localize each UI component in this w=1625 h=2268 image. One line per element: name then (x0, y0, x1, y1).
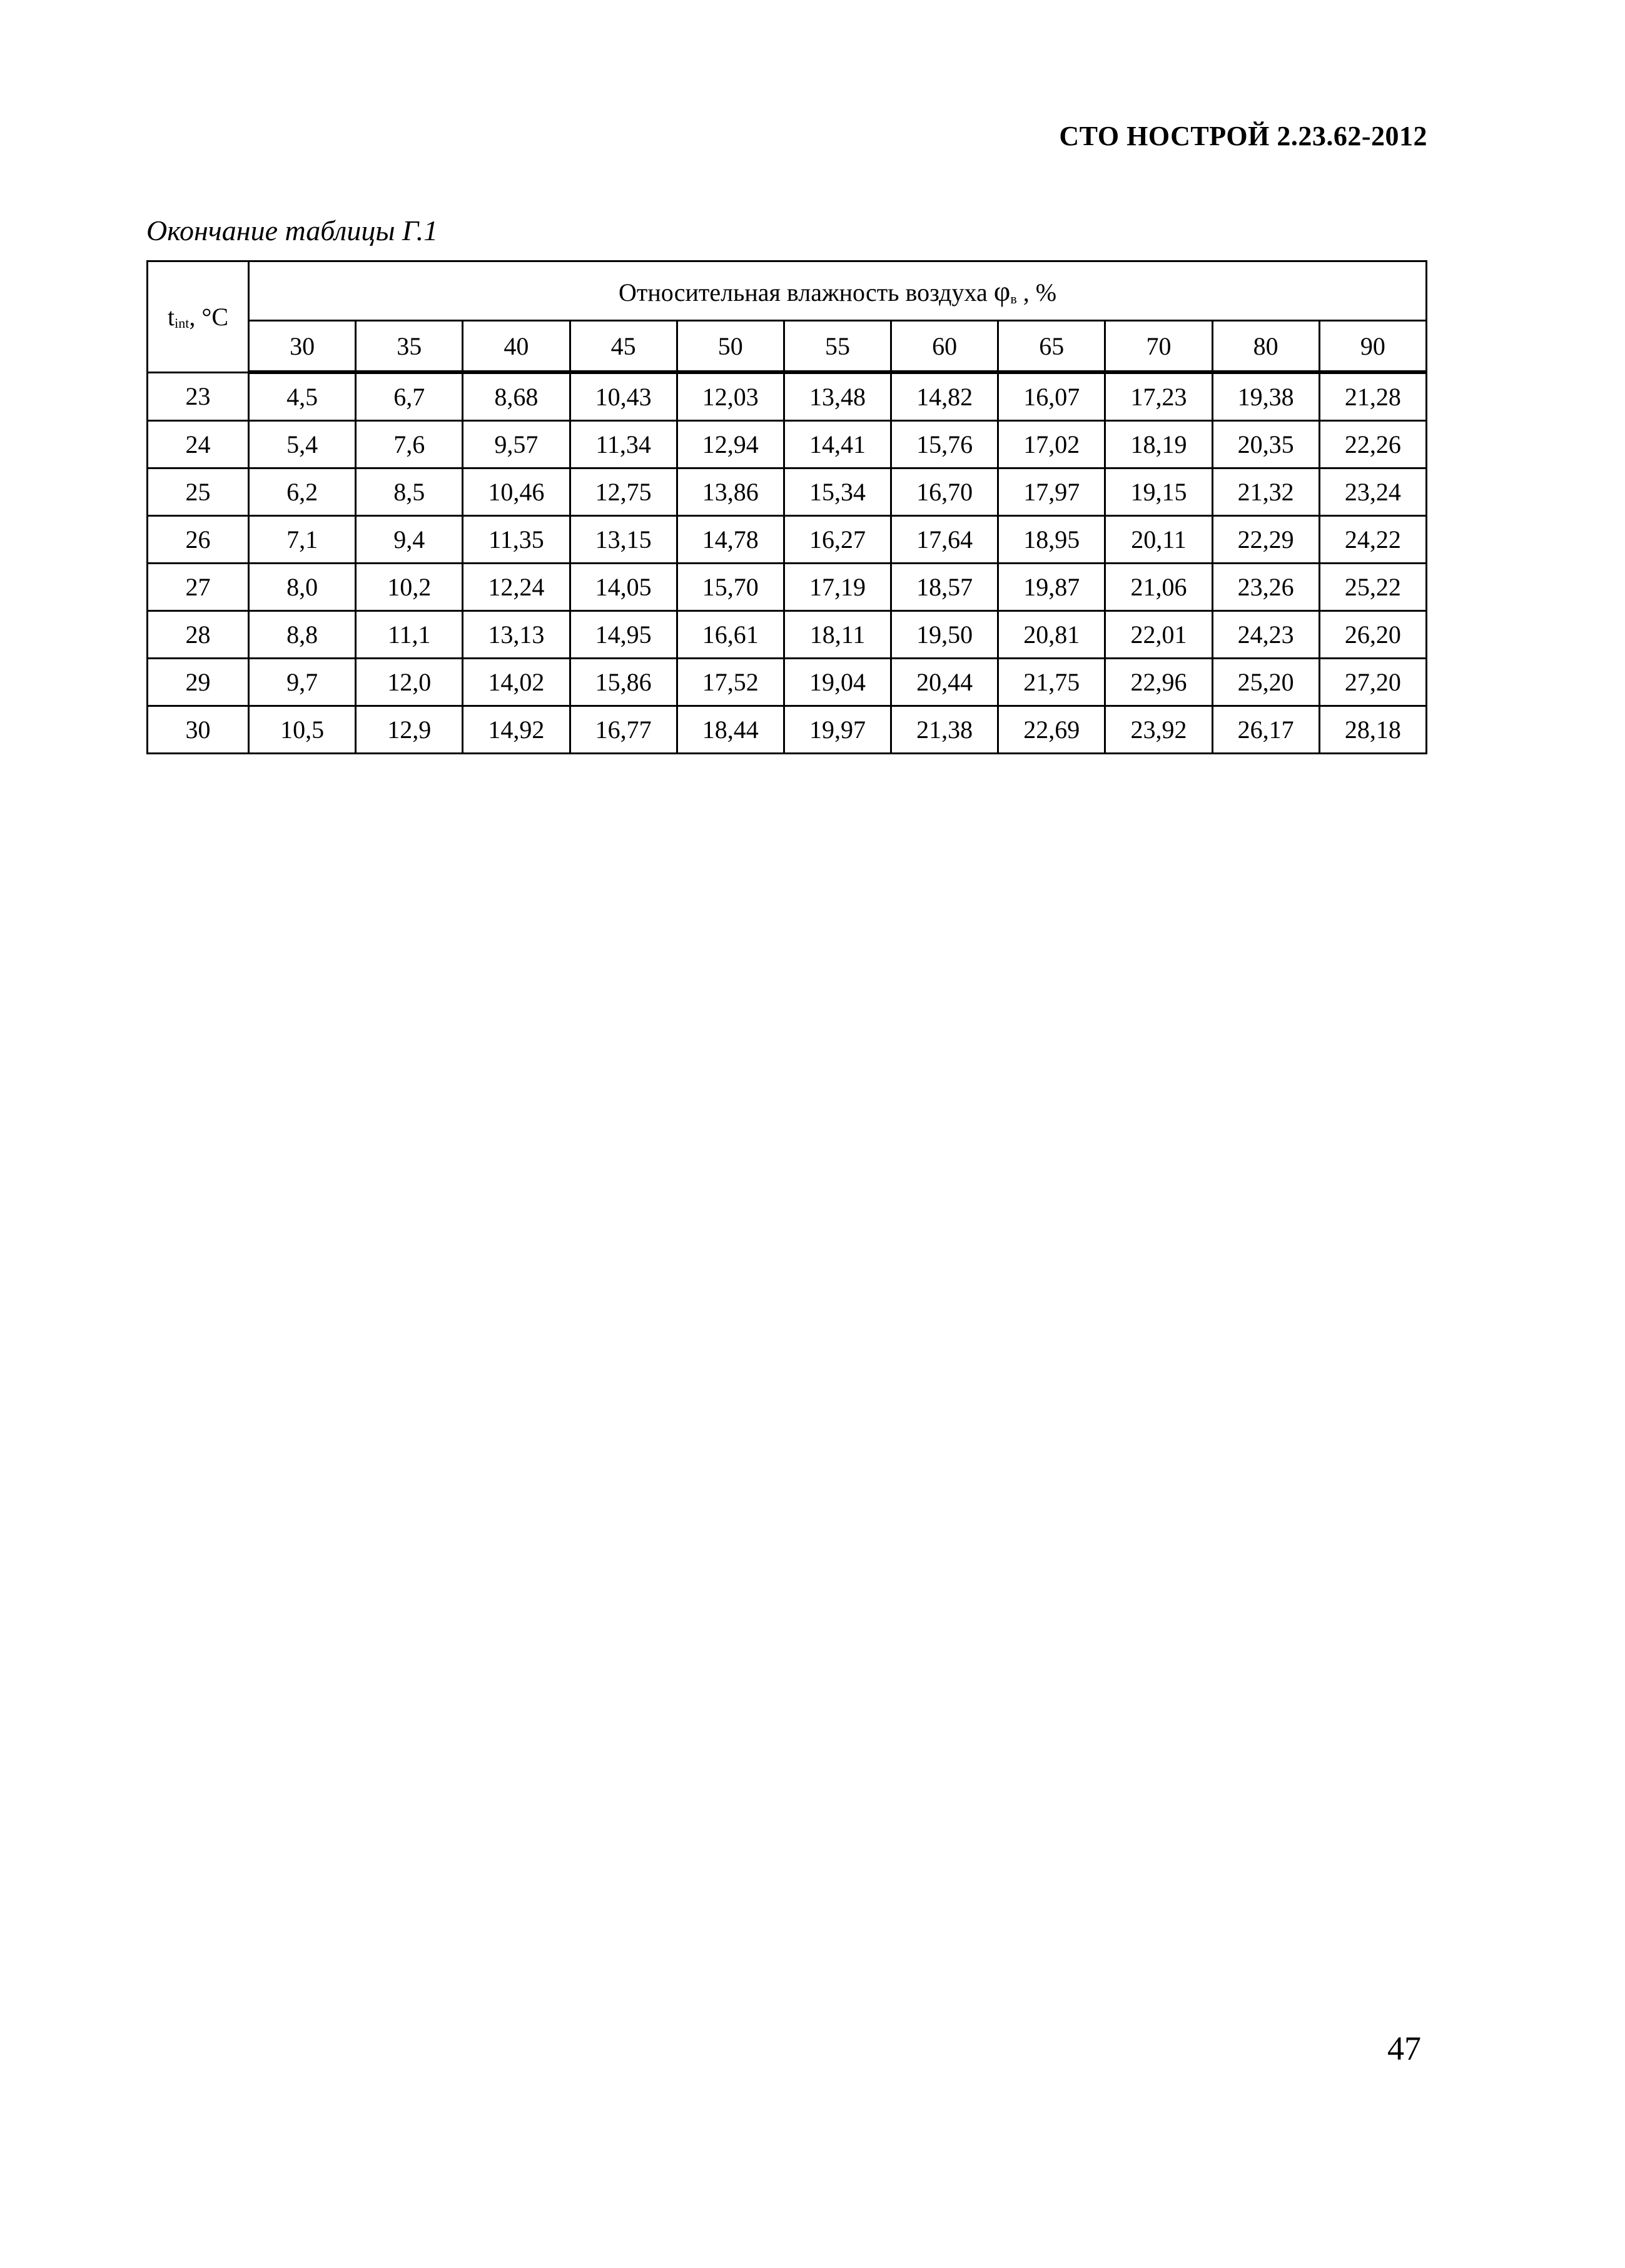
value-cell: 16,77 (570, 706, 677, 754)
value-cell: 17,19 (784, 564, 891, 611)
value-cell: 28,18 (1319, 706, 1426, 754)
value-cell: 20,11 (1105, 516, 1212, 564)
value-cell: 17,64 (891, 516, 998, 564)
humidity-group-label: Относительная влажность воздуха (618, 278, 994, 306)
value-cell: 12,9 (356, 706, 463, 754)
value-cell: 22,26 (1319, 421, 1426, 468)
page-number: 47 (1387, 2030, 1421, 2067)
value-cell: 8,0 (249, 564, 356, 611)
value-cell: 14,05 (570, 564, 677, 611)
table-body (148, 372, 1427, 754)
humidity-symbol: φ (993, 275, 1011, 307)
temperature-cell: 30 (148, 706, 249, 754)
value-cell: 24,22 (1319, 516, 1426, 564)
table-row (148, 372, 1427, 421)
value-cell: 17,97 (998, 468, 1105, 516)
value-cell: 13,13 (463, 611, 570, 659)
temperature-symbol: t (167, 302, 175, 331)
value-cell: 19,97 (784, 706, 891, 754)
value-cell: 14,95 (570, 611, 677, 659)
temperature-cell: 26 (148, 516, 249, 564)
value-cell: 22,01 (1105, 611, 1212, 659)
value-cell: 12,24 (463, 564, 570, 611)
value-cell: 22,96 (1105, 659, 1212, 706)
humidity-column-header: 35 (356, 321, 463, 373)
value-cell: 26,17 (1212, 706, 1319, 754)
humidity-column-header: 65 (998, 321, 1105, 373)
humidity-group-header (249, 261, 1427, 321)
document-header: СТО НОСТРОЙ 2.23.62-2012 (1059, 121, 1427, 151)
value-cell: 23,26 (1212, 564, 1319, 611)
value-cell: 14,41 (784, 421, 891, 468)
value-cell: 9,4 (356, 516, 463, 564)
table-row (148, 516, 1427, 564)
value-cell: 24,23 (1212, 611, 1319, 659)
value-cell: 7,6 (356, 421, 463, 468)
humidity-column-header: 60 (891, 321, 998, 373)
value-cell: 25,20 (1212, 659, 1319, 706)
value-cell: 19,38 (1212, 372, 1319, 421)
temperature-cell: 23 (148, 372, 249, 421)
value-cell: 16,07 (998, 372, 1105, 421)
value-cell: 18,95 (998, 516, 1105, 564)
value-cell: 23,24 (1319, 468, 1426, 516)
temperature-cell: 27 (148, 564, 249, 611)
value-cell: 15,34 (784, 468, 891, 516)
value-cell: 19,15 (1105, 468, 1212, 516)
value-cell: 10,2 (356, 564, 463, 611)
value-cell: 19,04 (784, 659, 891, 706)
value-cell: 16,61 (677, 611, 784, 659)
value-cell: 27,20 (1319, 659, 1426, 706)
value-cell: 8,68 (463, 372, 570, 421)
value-cell: 6,7 (356, 372, 463, 421)
value-cell: 16,70 (891, 468, 998, 516)
temperature-cell: 29 (148, 659, 249, 706)
value-cell: 14,82 (891, 372, 998, 421)
value-cell: 8,5 (356, 468, 463, 516)
humidity-column-header: 90 (1319, 321, 1426, 373)
humidity-column-header: 45 (570, 321, 677, 373)
value-cell: 21,06 (1105, 564, 1212, 611)
value-cell: 23,92 (1105, 706, 1212, 754)
temperature-cell: 25 (148, 468, 249, 516)
table-row (148, 564, 1427, 611)
value-cell: 15,70 (677, 564, 784, 611)
humidity-column-header: 70 (1105, 321, 1212, 373)
value-cell: 4,5 (249, 372, 356, 421)
temperature-column-header (148, 261, 249, 373)
value-cell: 17,52 (677, 659, 784, 706)
value-cell: 14,78 (677, 516, 784, 564)
value-cell: 10,46 (463, 468, 570, 516)
temperature-cell: 28 (148, 611, 249, 659)
value-cell: 14,02 (463, 659, 570, 706)
value-cell: 12,75 (570, 468, 677, 516)
value-cell: 15,86 (570, 659, 677, 706)
value-cell: 11,1 (356, 611, 463, 659)
value-cell: 20,81 (998, 611, 1105, 659)
value-cell: 20,44 (891, 659, 998, 706)
value-cell: 7,1 (249, 516, 356, 564)
value-cell: 12,94 (677, 421, 784, 468)
value-cell: 19,50 (891, 611, 998, 659)
value-cell: 5,4 (249, 421, 356, 468)
value-cell: 18,11 (784, 611, 891, 659)
temperature-cell: 24 (148, 421, 249, 468)
humidity-column-header: 80 (1212, 321, 1319, 373)
humidity-column-header: 50 (677, 321, 784, 373)
humidity-column-header: 30 (249, 321, 356, 373)
value-cell: 14,92 (463, 706, 570, 754)
table-row (148, 659, 1427, 706)
value-cell: 21,38 (891, 706, 998, 754)
value-cell: 22,29 (1212, 516, 1319, 564)
table-row (148, 706, 1427, 754)
value-cell: 20,35 (1212, 421, 1319, 468)
value-cell: 21,28 (1319, 372, 1426, 421)
table-row (148, 611, 1427, 659)
table-row (148, 468, 1427, 516)
value-cell: 11,34 (570, 421, 677, 468)
value-cell: 13,48 (784, 372, 891, 421)
temperature-subscript: int (175, 315, 190, 331)
value-cell: 25,22 (1319, 564, 1426, 611)
humidity-unit: , % (1016, 278, 1057, 306)
value-cell: 12,03 (677, 372, 784, 421)
value-cell: 18,44 (677, 706, 784, 754)
value-cell: 11,35 (463, 516, 570, 564)
table-caption: Окончание таблицы Г.1 (146, 215, 438, 246)
humidity-column-header-row (148, 321, 1427, 373)
value-cell: 13,15 (570, 516, 677, 564)
temperature-unit: , °C (189, 302, 229, 331)
table-row (148, 421, 1427, 468)
value-cell: 18,57 (891, 564, 998, 611)
value-cell: 12,0 (356, 659, 463, 706)
value-cell: 13,86 (677, 468, 784, 516)
value-cell: 26,20 (1319, 611, 1426, 659)
value-cell: 21,75 (998, 659, 1105, 706)
value-cell: 9,57 (463, 421, 570, 468)
value-cell: 16,27 (784, 516, 891, 564)
humidity-table (146, 260, 1427, 754)
humidity-subscript: в (1010, 290, 1017, 306)
value-cell: 15,76 (891, 421, 998, 468)
value-cell: 18,19 (1105, 421, 1212, 468)
value-cell: 21,32 (1212, 468, 1319, 516)
value-cell: 17,23 (1105, 372, 1212, 421)
value-cell: 17,02 (998, 421, 1105, 468)
humidity-column-header: 40 (463, 321, 570, 373)
value-cell: 19,87 (998, 564, 1105, 611)
value-cell: 6,2 (249, 468, 356, 516)
value-cell: 9,7 (249, 659, 356, 706)
value-cell: 22,69 (998, 706, 1105, 754)
humidity-column-header: 55 (784, 321, 891, 373)
value-cell: 10,5 (249, 706, 356, 754)
value-cell: 10,43 (570, 372, 677, 421)
value-cell: 8,8 (249, 611, 356, 659)
